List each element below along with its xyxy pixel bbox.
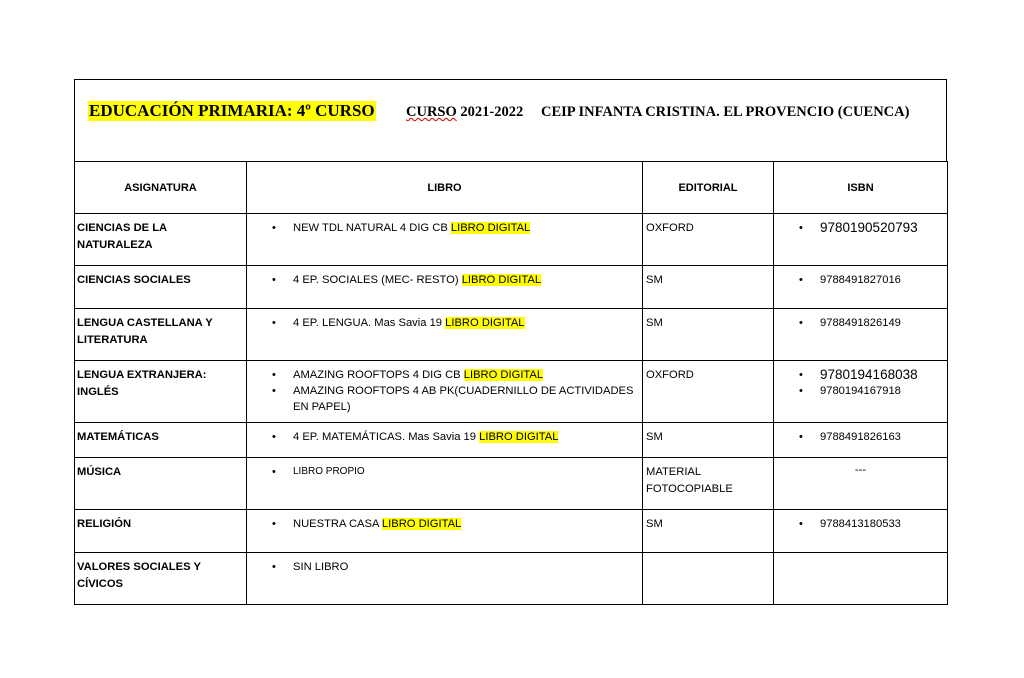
book-title: LIBRO PROPIO [293, 466, 365, 477]
book-cell [247, 458, 643, 510]
book-item [247, 367, 642, 383]
digital-book-tag: LIBRO DIGITAL [450, 222, 531, 234]
column-header-subject: ASIGNATURA [75, 162, 247, 214]
isbn-item: • 9780194168038 [774, 367, 947, 383]
subject-cell: CIENCIAS SOCIALES [75, 266, 247, 309]
column-header-isbn: ISBN [774, 162, 948, 214]
book-cell [247, 510, 643, 553]
book-title: AMAZING ROOFTOPS 4 AB PK(CUADERNILLO DE ACTIVIDADES EN PAPEL) [293, 385, 634, 413]
isbn-item: • 9788491827016 [774, 272, 947, 288]
booklist-table [74, 161, 948, 605]
table-row [75, 510, 948, 553]
isbn-item: • 9788413180533 [774, 516, 947, 532]
digital-book-tag: LIBRO DIGITAL [463, 369, 544, 381]
table-row [75, 361, 948, 423]
book-cell [247, 266, 643, 309]
digital-book-tag: LIBRO DIGITAL [445, 317, 525, 329]
school-name: CEIP INFANTA CRISTINA. EL PROVENCIO (CUENCA) [541, 104, 910, 120]
table-row [75, 458, 948, 510]
book-title: AMAZING ROOFTOPS 4 DIG CB [293, 369, 464, 381]
book-cell [247, 423, 643, 458]
book-cell [247, 214, 643, 266]
booklist-document [74, 79, 947, 605]
book-item [247, 220, 642, 236]
book-item [247, 383, 642, 415]
subject-cell: MÚSICA [75, 458, 247, 510]
table-row [75, 309, 948, 361]
isbn-item: • 9788491826163 [774, 429, 947, 445]
subject-cell: LENGUA EXTRANJERA: INGLÉS [75, 361, 247, 423]
book-title: SIN LIBRO [293, 561, 349, 573]
course-word: CURSO [406, 104, 457, 120]
book-item [247, 559, 642, 575]
digital-book-tag: LIBRO DIGITAL [381, 518, 462, 530]
isbn-item: • 9780190520793 [774, 220, 947, 236]
book-item [247, 516, 642, 532]
book-title: NUESTRA CASA [293, 518, 382, 530]
book-title: 4 EP. SOCIALES (MEC- RESTO) [293, 274, 462, 286]
book-item [247, 315, 642, 331]
table-row [75, 214, 948, 266]
book-cell [247, 553, 643, 605]
isbn-item: • 9788491826149 [774, 315, 947, 331]
isbn-cell: --- [774, 458, 948, 510]
column-header-publisher: EDITORIAL [643, 162, 774, 214]
subject-cell: MATEMÁTICAS [75, 423, 247, 458]
isbn-cell [774, 214, 948, 266]
table-row [75, 423, 948, 458]
isbn-cell [774, 361, 948, 423]
publisher-cell: SM [643, 423, 774, 458]
subject-cell: VALORES SOCIALES Y CÍVICOS [75, 553, 247, 605]
isbn-cell [774, 423, 948, 458]
publisher-cell: MATERIAL FOTOCOPIABLE [643, 458, 774, 510]
book-item [247, 464, 642, 480]
course-years: 2021-2022 [456, 104, 524, 120]
publisher-cell: SM [643, 309, 774, 361]
subject-cell: RELIGIÓN [75, 510, 247, 553]
digital-book-tag: LIBRO DIGITAL [461, 274, 542, 286]
isbn-cell [774, 510, 948, 553]
course-label [406, 104, 523, 121]
publisher-cell: OXFORD [643, 214, 774, 266]
publisher-cell [643, 553, 774, 605]
book-item [247, 272, 642, 288]
table-row [75, 266, 948, 309]
publisher-cell: SM [643, 266, 774, 309]
book-item [247, 429, 642, 445]
isbn-item: • 9780194167918 [774, 383, 947, 399]
isbn-cell [774, 266, 948, 309]
book-cell [247, 309, 643, 361]
table-header-row [75, 162, 948, 214]
document-header [74, 79, 947, 161]
subject-cell: CIENCIAS DE LA NATURALEZA [75, 214, 247, 266]
table-row [75, 553, 948, 605]
publisher-cell: SM [643, 510, 774, 553]
column-header-book: LIBRO [247, 162, 643, 214]
book-title: 4 EP. MATEMÁTICAS. Mas Savia 19 [293, 431, 480, 443]
isbn-cell [774, 309, 948, 361]
book-cell [247, 361, 643, 423]
book-title: 4 EP. LENGUA. Mas Savia 19 [293, 317, 446, 329]
digital-book-tag: LIBRO DIGITAL [479, 431, 559, 443]
page-title: EDUCACIÓN PRIMARIA: 4º CURSO [89, 101, 375, 120]
publisher-cell: OXFORD [643, 361, 774, 423]
isbn-cell [774, 553, 948, 605]
book-title: NEW TDL NATURAL 4 DIG CB [293, 222, 451, 234]
subject-cell: LENGUA CASTELLANA Y LITERATURA [75, 309, 247, 361]
